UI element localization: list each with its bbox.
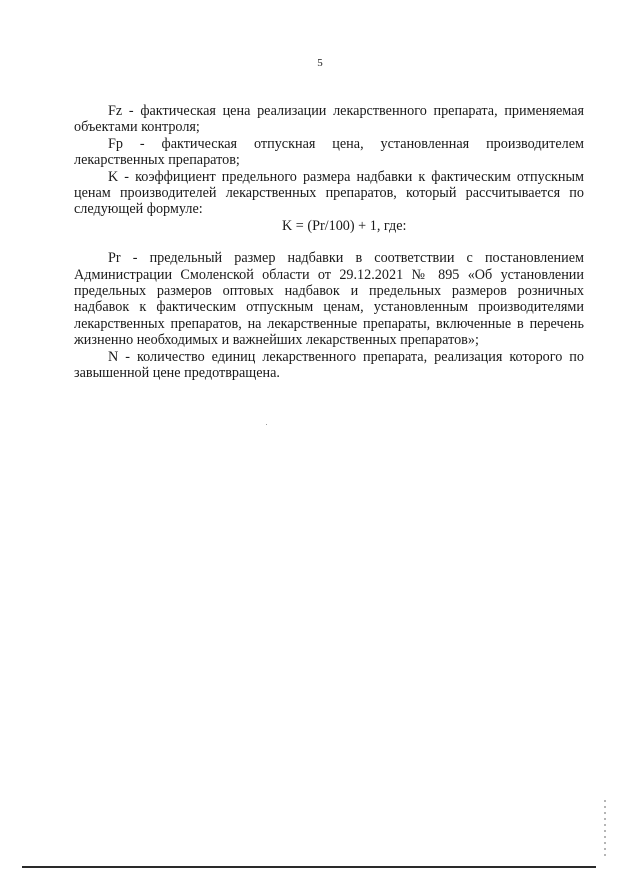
formula-k: K = (Pr/100) + 1, где: xyxy=(282,217,407,234)
paragraph-fp-definition: Fp - фактическая отпускная цена, установленная производителем лекарственных препаратов; xyxy=(74,135,584,169)
document-body xyxy=(74,103,584,382)
paragraph-spacer xyxy=(74,234,584,250)
paragraph-n-definition: N - количество единиц лекарственного препарата, реализация которого по завышенной цене предотвращена. xyxy=(74,348,584,382)
bottom-rule xyxy=(22,866,596,868)
page-number: 5 xyxy=(317,57,323,69)
paragraph-k-definition: K - коэффициент предельного размера надбавки к фактическим отпускным ценам производителей лекарственных препаратов, который рассчитывается по следующей формуле: xyxy=(74,168,584,218)
paragraph-pr-definition: Pr - предельный размер надбавки в соответствии с постановлением Администрации Смоленской области от 29.12.2021 № 895 «Об установлении предельных размеров оптовых надбавок и предельных размеров розничных надбавок к фактическим отпускным ценам, установленным производителями лекарственных препаратов, на лекарственные препараты, включенные в перечень жизненно необходимых и важнейших лекарственных препаратов»; xyxy=(74,250,584,349)
scan-margin-marks xyxy=(604,800,606,860)
paragraph-fz-definition: Fz - фактическая цена реализации лекарственного препарата, применяемая объектами контроля; xyxy=(74,103,584,136)
scan-speck xyxy=(266,424,267,425)
